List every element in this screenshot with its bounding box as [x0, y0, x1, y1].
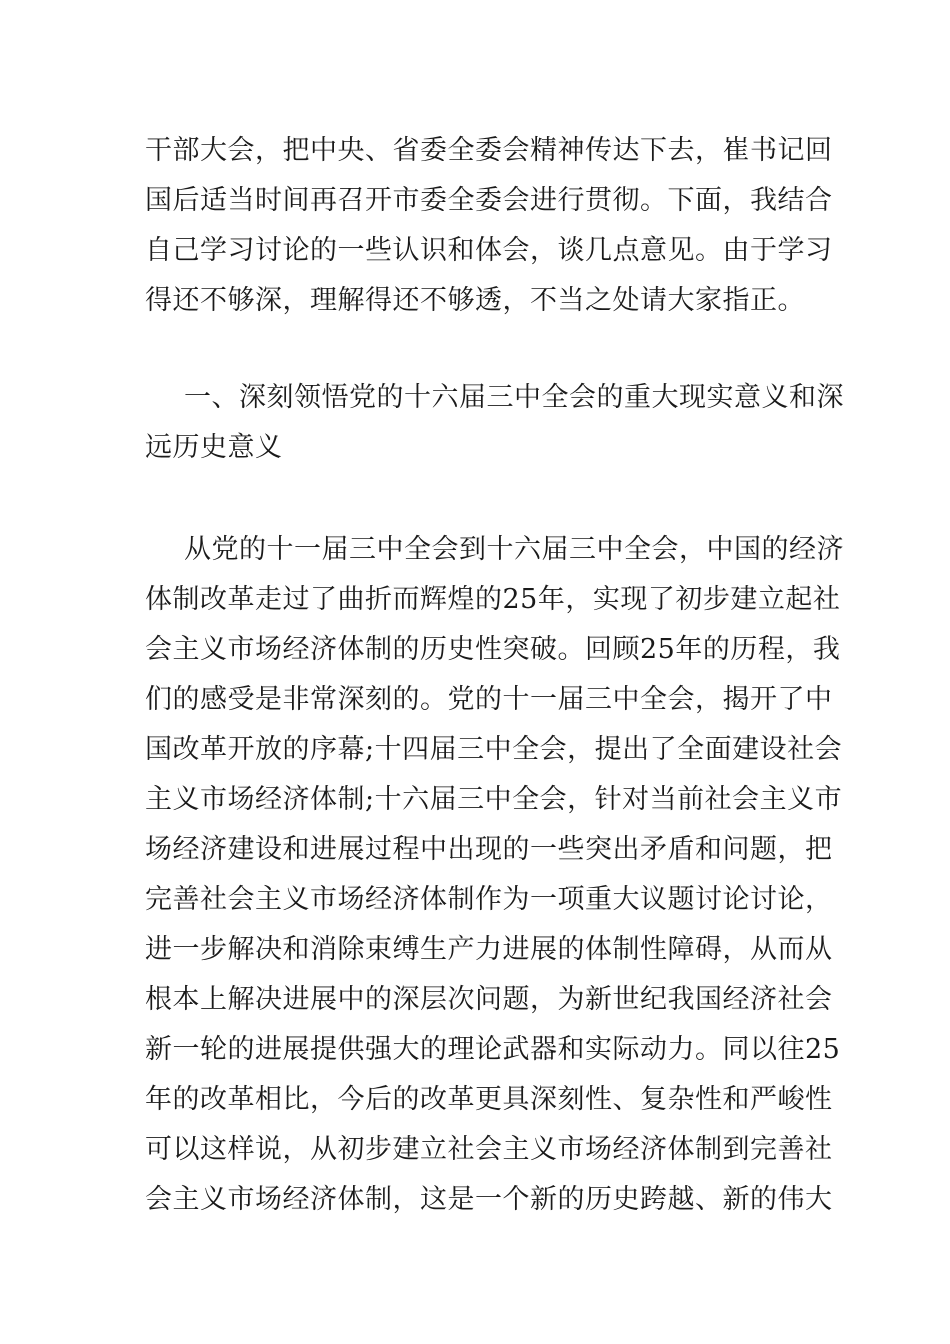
body-text-line: 可以这样说，从初步建立社会主义市场经济体制到完善社	[145, 1134, 833, 1165]
body-text-line: 会主义市场经济体制，这是一个新的历史跨越、新的伟大	[145, 1184, 833, 1215]
body-text-line: 得还不够深，理解得还不够透，不当之处请大家指正。	[145, 285, 805, 316]
body-text-line: 进一步解决和消除束缚生产力进展的体制性障碍，从而从	[145, 934, 833, 965]
body-text-line: 体制改革走过了曲折而辉煌的25年，实现了初步建立起社	[145, 584, 841, 615]
body-text-line: 会主义市场经济体制的历史性突破。回顾25年的历程，我	[145, 634, 841, 665]
body-text-line: 从党的十一届三中全会到十六届三中全会，中国的经济	[184, 534, 844, 565]
section-heading-line: 一、深刻领悟党的十六届三中全会的重大现实意义和深	[184, 382, 844, 413]
body-text-line: 新一轮的进展提供强大的理论武器和实际动力。同以往25	[145, 1034, 841, 1065]
body-text-line: 完善社会主义市场经济体制作为一项重大议题讨论讨论，	[145, 884, 833, 915]
body-text-line: 国改革开放的序幕;十四届三中全会，提出了全面建设社会	[145, 734, 843, 765]
body-text-line: 场经济建设和进展过程中出现的一些突出矛盾和问题，把	[145, 834, 833, 865]
body-text-line: 干部大会，把中央、省委全委会精神传达下去，崔书记回	[145, 135, 833, 166]
section-heading-line: 远历史意义	[145, 432, 283, 463]
body-text-line: 自己学习讨论的一些认识和体会，谈几点意见。由于学习	[145, 235, 833, 266]
body-text-line: 主义市场经济体制;十六届三中全会，针对当前社会主义市	[145, 784, 843, 815]
body-text-line: 年的改革相比，今后的改革更具深刻性、复杂性和严峻性	[145, 1084, 833, 1115]
body-text-line: 们的感受是非常深刻的。党的十一届三中全会，揭开了中	[145, 684, 833, 715]
body-text-line: 国后适当时间再召开市委全委会进行贯彻。下面，我结合	[145, 185, 833, 216]
body-text-line: 根本上解决进展中的深层次问题，为新世纪我国经济社会	[145, 984, 833, 1015]
